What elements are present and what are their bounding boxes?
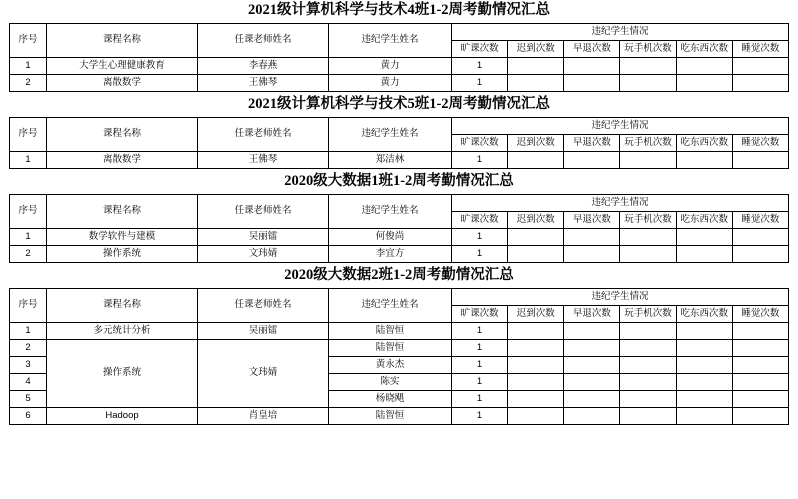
col-header-teacher: 任课老师姓名 <box>198 194 329 228</box>
cell-student: 陆智恒 <box>329 339 452 356</box>
cell-late <box>508 74 564 91</box>
cell-phone <box>620 356 676 373</box>
col-header-late: 迟到次数 <box>508 40 564 57</box>
cell-late <box>508 407 564 424</box>
col-header-absent: 旷课次数 <box>452 305 508 322</box>
col-header-late: 迟到次数 <box>508 211 564 228</box>
cell-index: 6 <box>10 407 47 424</box>
block-title-3: 2020级大数据1班1-2周考勤情况汇总 <box>284 172 514 189</box>
cell-leave-early <box>564 57 620 74</box>
cell-index: 5 <box>10 390 47 407</box>
cell-late <box>508 151 564 168</box>
cell-teacher: 肖皇培 <box>198 407 329 424</box>
table-row <box>10 407 789 424</box>
cell-sleeping <box>732 322 788 339</box>
cell-leave-early <box>564 322 620 339</box>
cell-phone <box>620 390 676 407</box>
cell-absent: 1 <box>452 228 508 245</box>
cell-absent: 1 <box>452 356 508 373</box>
cell-eating <box>676 245 732 262</box>
cell-eating <box>676 74 732 91</box>
cell-index: 1 <box>10 151 47 168</box>
col-header-group: 违纪学生情况 <box>452 117 789 134</box>
cell-late <box>508 339 564 356</box>
cell-student: 黄永杰 <box>329 356 452 373</box>
cell-eating <box>676 407 732 424</box>
table-row <box>10 228 789 245</box>
cell-eating <box>676 373 732 390</box>
col-header-course: 课程名称 <box>47 117 198 151</box>
col-header-absent: 旷课次数 <box>452 211 508 228</box>
attendance-table-2 <box>9 117 789 169</box>
col-header-absent: 旷课次数 <box>452 40 508 57</box>
cell-leave-early <box>564 356 620 373</box>
cell-sleeping <box>732 390 788 407</box>
cell-sleeping <box>732 245 788 262</box>
cell-teacher: 王佛琴 <box>198 151 329 168</box>
cell-phone <box>620 339 676 356</box>
cell-absent: 1 <box>452 245 508 262</box>
col-header-eating: 吃东西次数 <box>676 211 732 228</box>
cell-leave-early <box>564 74 620 91</box>
cell-phone <box>620 245 676 262</box>
col-header-late: 迟到次数 <box>508 134 564 151</box>
cell-late <box>508 57 564 74</box>
col-header-late: 迟到次数 <box>508 305 564 322</box>
col-header-sleeping: 睡觉次数 <box>732 305 788 322</box>
attendance-table-1 <box>9 23 789 92</box>
cell-index: 2 <box>10 245 47 262</box>
cell-eating <box>676 57 732 74</box>
cell-sleeping <box>732 151 788 168</box>
col-header-leave-early: 早退次数 <box>564 305 620 322</box>
cell-course: 操作系统 <box>47 245 198 262</box>
col-header-group: 违纪学生情况 <box>452 288 789 305</box>
col-header-eating: 吃东西次数 <box>676 134 732 151</box>
col-header-phone: 玩手机次数 <box>620 305 676 322</box>
cell-index: 1 <box>10 322 47 339</box>
cell-index: 2 <box>10 74 47 91</box>
col-header-phone: 玩手机次数 <box>620 211 676 228</box>
cell-student: 杨晓飓 <box>329 390 452 407</box>
cell-teacher: 文玮婧 <box>198 245 329 262</box>
col-header-sleeping: 睡觉次数 <box>732 134 788 151</box>
cell-index: 3 <box>10 356 47 373</box>
col-header-leave-early: 早退次数 <box>564 211 620 228</box>
col-header-phone: 玩手机次数 <box>620 40 676 57</box>
col-header-teacher: 任课老师姓名 <box>198 288 329 322</box>
header-row-top <box>10 288 789 305</box>
table-row <box>10 151 789 168</box>
cell-student: 陆智恒 <box>329 322 452 339</box>
table-row <box>10 322 789 339</box>
cell-student: 何俊尚 <box>329 228 452 245</box>
cell-course: 大学生心理健康教育 <box>47 57 198 74</box>
col-header-teacher: 任课老师姓名 <box>198 23 329 57</box>
cell-leave-early <box>564 245 620 262</box>
attendance-block-4 <box>0 265 798 425</box>
table-row <box>10 57 789 74</box>
cell-leave-early <box>564 151 620 168</box>
block-title-4: 2020级大数据2班1-2周考勤情况汇总 <box>284 266 514 283</box>
cell-absent: 1 <box>452 390 508 407</box>
col-header-course: 课程名称 <box>47 194 198 228</box>
cell-teacher: 李春燕 <box>198 57 329 74</box>
cell-sleeping <box>732 356 788 373</box>
attendance-table-3 <box>9 194 789 263</box>
col-header-index: 序号 <box>10 23 47 57</box>
col-header-student: 违纪学生姓名 <box>329 194 452 228</box>
cell-student: 郑洁林 <box>329 151 452 168</box>
cell-phone <box>620 407 676 424</box>
cell-phone <box>620 57 676 74</box>
header-row-top <box>10 23 789 40</box>
cell-sleeping <box>732 407 788 424</box>
table-row <box>10 245 789 262</box>
cell-phone <box>620 373 676 390</box>
col-header-sleeping: 睡觉次数 <box>732 211 788 228</box>
cell-absent: 1 <box>452 74 508 91</box>
cell-teacher: 吴丽镭 <box>198 228 329 245</box>
col-header-eating: 吃东西次数 <box>676 305 732 322</box>
cell-eating <box>676 322 732 339</box>
cell-course: 离散数学 <box>47 151 198 168</box>
col-header-sleeping: 睡觉次数 <box>732 40 788 57</box>
cell-student: 陈实 <box>329 373 452 390</box>
cell-late <box>508 373 564 390</box>
col-header-group: 违纪学生情况 <box>452 23 789 40</box>
cell-phone <box>620 74 676 91</box>
attendance-block-2 <box>0 94 798 169</box>
cell-absent: 1 <box>452 151 508 168</box>
cell-absent: 1 <box>452 322 508 339</box>
block-title-2: 2021级计算机科学与技术5班1-2周考勤情况汇总 <box>247 95 551 112</box>
cell-student: 黄力 <box>329 57 452 74</box>
cell-index: 1 <box>10 228 47 245</box>
cell-sleeping <box>732 339 788 356</box>
col-header-student: 违纪学生姓名 <box>329 23 452 57</box>
cell-eating <box>676 339 732 356</box>
cell-late <box>508 356 564 373</box>
cell-absent: 1 <box>452 57 508 74</box>
col-header-course: 课程名称 <box>47 23 198 57</box>
cell-student: 李宜方 <box>329 245 452 262</box>
cell-course: Hadoop <box>47 407 198 424</box>
cell-index: 1 <box>10 57 47 74</box>
cell-sleeping <box>732 228 788 245</box>
col-header-index: 序号 <box>10 288 47 322</box>
col-header-phone: 玩手机次数 <box>620 134 676 151</box>
cell-late <box>508 228 564 245</box>
cell-late <box>508 245 564 262</box>
cell-phone <box>620 322 676 339</box>
cell-index: 2 <box>10 339 47 356</box>
cell-sleeping <box>732 57 788 74</box>
cell-eating <box>676 151 732 168</box>
cell-leave-early <box>564 373 620 390</box>
cell-leave-early <box>564 339 620 356</box>
block-title-1: 2021级计算机科学与技术4班1-2周考勤情况汇总 <box>247 2 551 18</box>
cell-course-merged: 操作系统 <box>47 339 198 407</box>
cell-phone <box>620 228 676 245</box>
cell-late <box>508 322 564 339</box>
col-header-leave-early: 早退次数 <box>564 40 620 57</box>
attendance-block-3 <box>0 171 798 263</box>
cell-student: 陆智恒 <box>329 407 452 424</box>
cell-teacher: 王佛琴 <box>198 74 329 91</box>
cell-student: 黄力 <box>329 74 452 91</box>
cell-sleeping <box>732 373 788 390</box>
cell-leave-early <box>564 228 620 245</box>
cell-absent: 1 <box>452 339 508 356</box>
cell-eating <box>676 228 732 245</box>
col-header-teacher: 任课老师姓名 <box>198 117 329 151</box>
cell-absent: 1 <box>452 407 508 424</box>
col-header-group: 违纪学生情况 <box>452 194 789 211</box>
cell-index: 4 <box>10 373 47 390</box>
cell-sleeping <box>732 74 788 91</box>
cell-leave-early <box>564 407 620 424</box>
col-header-leave-early: 早退次数 <box>564 134 620 151</box>
col-header-course: 课程名称 <box>47 288 198 322</box>
cell-phone <box>620 151 676 168</box>
cell-course: 离散数学 <box>47 74 198 91</box>
cell-eating <box>676 356 732 373</box>
cell-teacher: 吴丽镭 <box>198 322 329 339</box>
table-row <box>10 339 789 356</box>
col-header-student: 违纪学生姓名 <box>329 288 452 322</box>
cell-leave-early <box>564 390 620 407</box>
cell-course: 多元统计分析 <box>47 322 198 339</box>
col-header-absent: 旷课次数 <box>452 134 508 151</box>
cell-eating <box>676 390 732 407</box>
header-row-top <box>10 117 789 134</box>
cell-course: 数学软件与建模 <box>47 228 198 245</box>
attendance-table-4 <box>9 288 789 425</box>
cell-late <box>508 390 564 407</box>
cell-teacher-merged: 文玮婧 <box>198 339 329 407</box>
attendance-block-1 <box>0 0 798 92</box>
table-row <box>10 74 789 91</box>
col-header-student: 违纪学生姓名 <box>329 117 452 151</box>
cell-absent: 1 <box>452 373 508 390</box>
col-header-index: 序号 <box>10 194 47 228</box>
col-header-index: 序号 <box>10 117 47 151</box>
header-row-top <box>10 194 789 211</box>
col-header-eating: 吃东西次数 <box>676 40 732 57</box>
